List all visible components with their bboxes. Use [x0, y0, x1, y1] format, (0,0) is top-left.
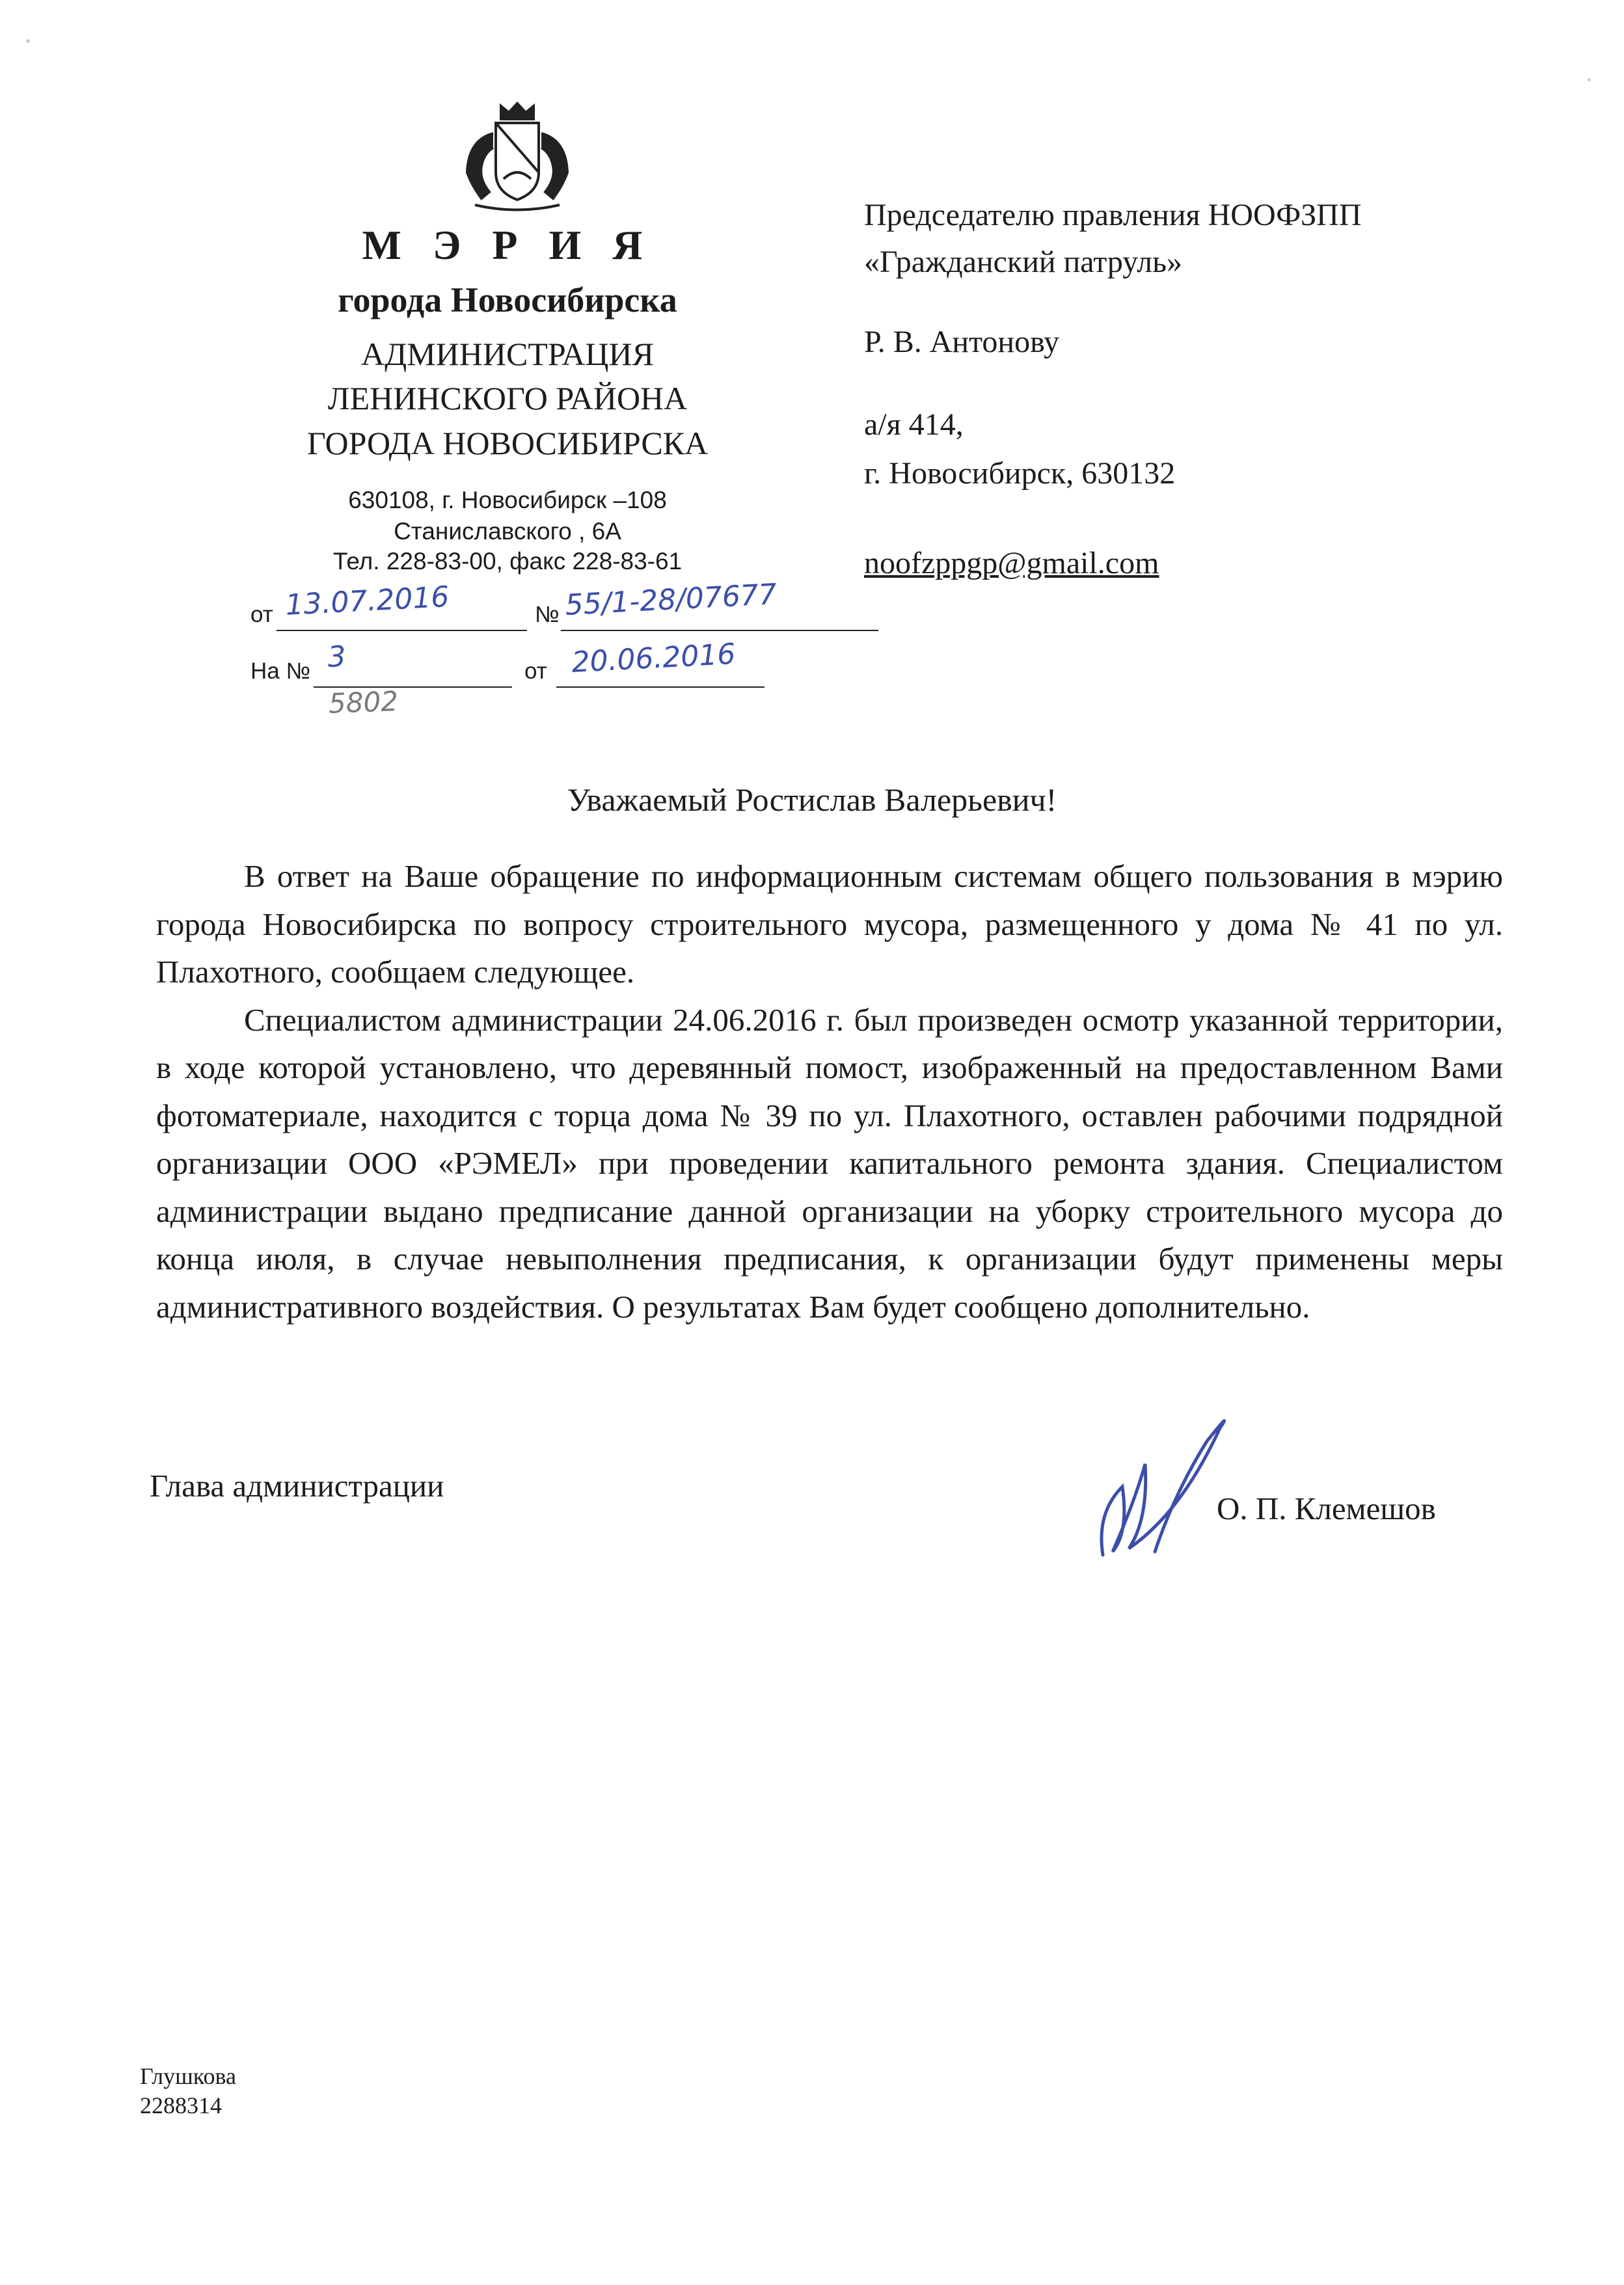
- ref-from-date: 13.07.2016: [284, 580, 450, 622]
- reply-number-label: На №: [250, 658, 311, 684]
- letterhead-admin-line: АДМИНИСТРАЦИЯ: [361, 336, 654, 372]
- signatory-name: О. П. Клемешов: [1217, 1491, 1436, 1526]
- handwritten-note: 5802: [328, 685, 399, 720]
- letterhead-admin-line: ЛЕНИНСКОГО РАЙОНА: [327, 380, 688, 416]
- body-paragraph: В ответ на Ваше обращение по информационным системам общего пользования в мэрию города Новосибирска по вопросу строительного мусора, размещенного у дома № 41 по ул. Плахотного, сообщаем следующее.: [156, 858, 1503, 990]
- recipient-name: Р. В. Антонову: [864, 325, 1060, 359]
- letterhead-address-line: 630108, г. Новосибирск –108: [348, 487, 667, 513]
- letter-body: [156, 852, 1503, 1331]
- reply-number: 3: [327, 640, 347, 674]
- recipient-address: г. Новосибирск, 630132: [864, 456, 1176, 491]
- recipient-line: Председателю правления НООФЗПП: [864, 198, 1362, 232]
- recipient-line: «Гражданский патруль»: [864, 245, 1183, 279]
- signatory-position: Глава администрации: [150, 1468, 444, 1504]
- reply-date: 20.06.2016: [571, 637, 737, 679]
- letterhead-city: города Новосибирска: [338, 280, 677, 319]
- scan-speck: [26, 39, 30, 43]
- ref-number-label: №: [535, 602, 560, 627]
- letterhead-address-line: Станиславского , 6А: [394, 518, 621, 545]
- executor-name: Глушкова: [140, 2063, 236, 2089]
- recipient-email: noofzppgp@gmail.com: [864, 546, 1159, 580]
- scan-speck: [1588, 78, 1591, 81]
- letterhead-title: М Э Р И Я: [362, 222, 653, 268]
- ref-number: 55/1-28/07677: [564, 578, 778, 622]
- ref-number-rule: [561, 630, 878, 631]
- salutation: Уважаемый Ростислав Валерьевич!: [567, 781, 1057, 818]
- body-paragraph: Специалистом администрации 24.06.2016 г. был произведен осмотр указанной территории, в ходе которой установлено, что деревянный помост, изображенный на предоставленном Вами фотоматериале, находится с торца дома № 39 по ул. Плахотного, оставлен рабочими подрядной организации ООО «РЭМЕЛ» при проведении капитального ремонта здания. Специалистом администрации выдано предписание данной организации на уборку строительного мусора до конца июля, в случае невыполнения предписания, к организации будут применены меры административного воздействия. О результатах Вам будет сообщено дополнительно.: [156, 1001, 1503, 1325]
- reply-from-label: от: [524, 658, 547, 684]
- ref-from-rule: [277, 630, 527, 631]
- city-coat-of-arms-icon: [455, 101, 579, 215]
- handwritten-signature: [1083, 1402, 1246, 1565]
- recipient-address: а/я 414,: [864, 407, 964, 442]
- letterhead-address-line: Тел. 228-83-00, факс 228-83-61: [332, 548, 683, 575]
- letterhead-admin-line: ГОРОДА НОВОСИБИРСКА: [306, 425, 709, 461]
- ref-from-label: от: [250, 602, 273, 627]
- executor-phone: 2288314: [140, 2092, 222, 2118]
- reply-from-rule: [556, 686, 765, 688]
